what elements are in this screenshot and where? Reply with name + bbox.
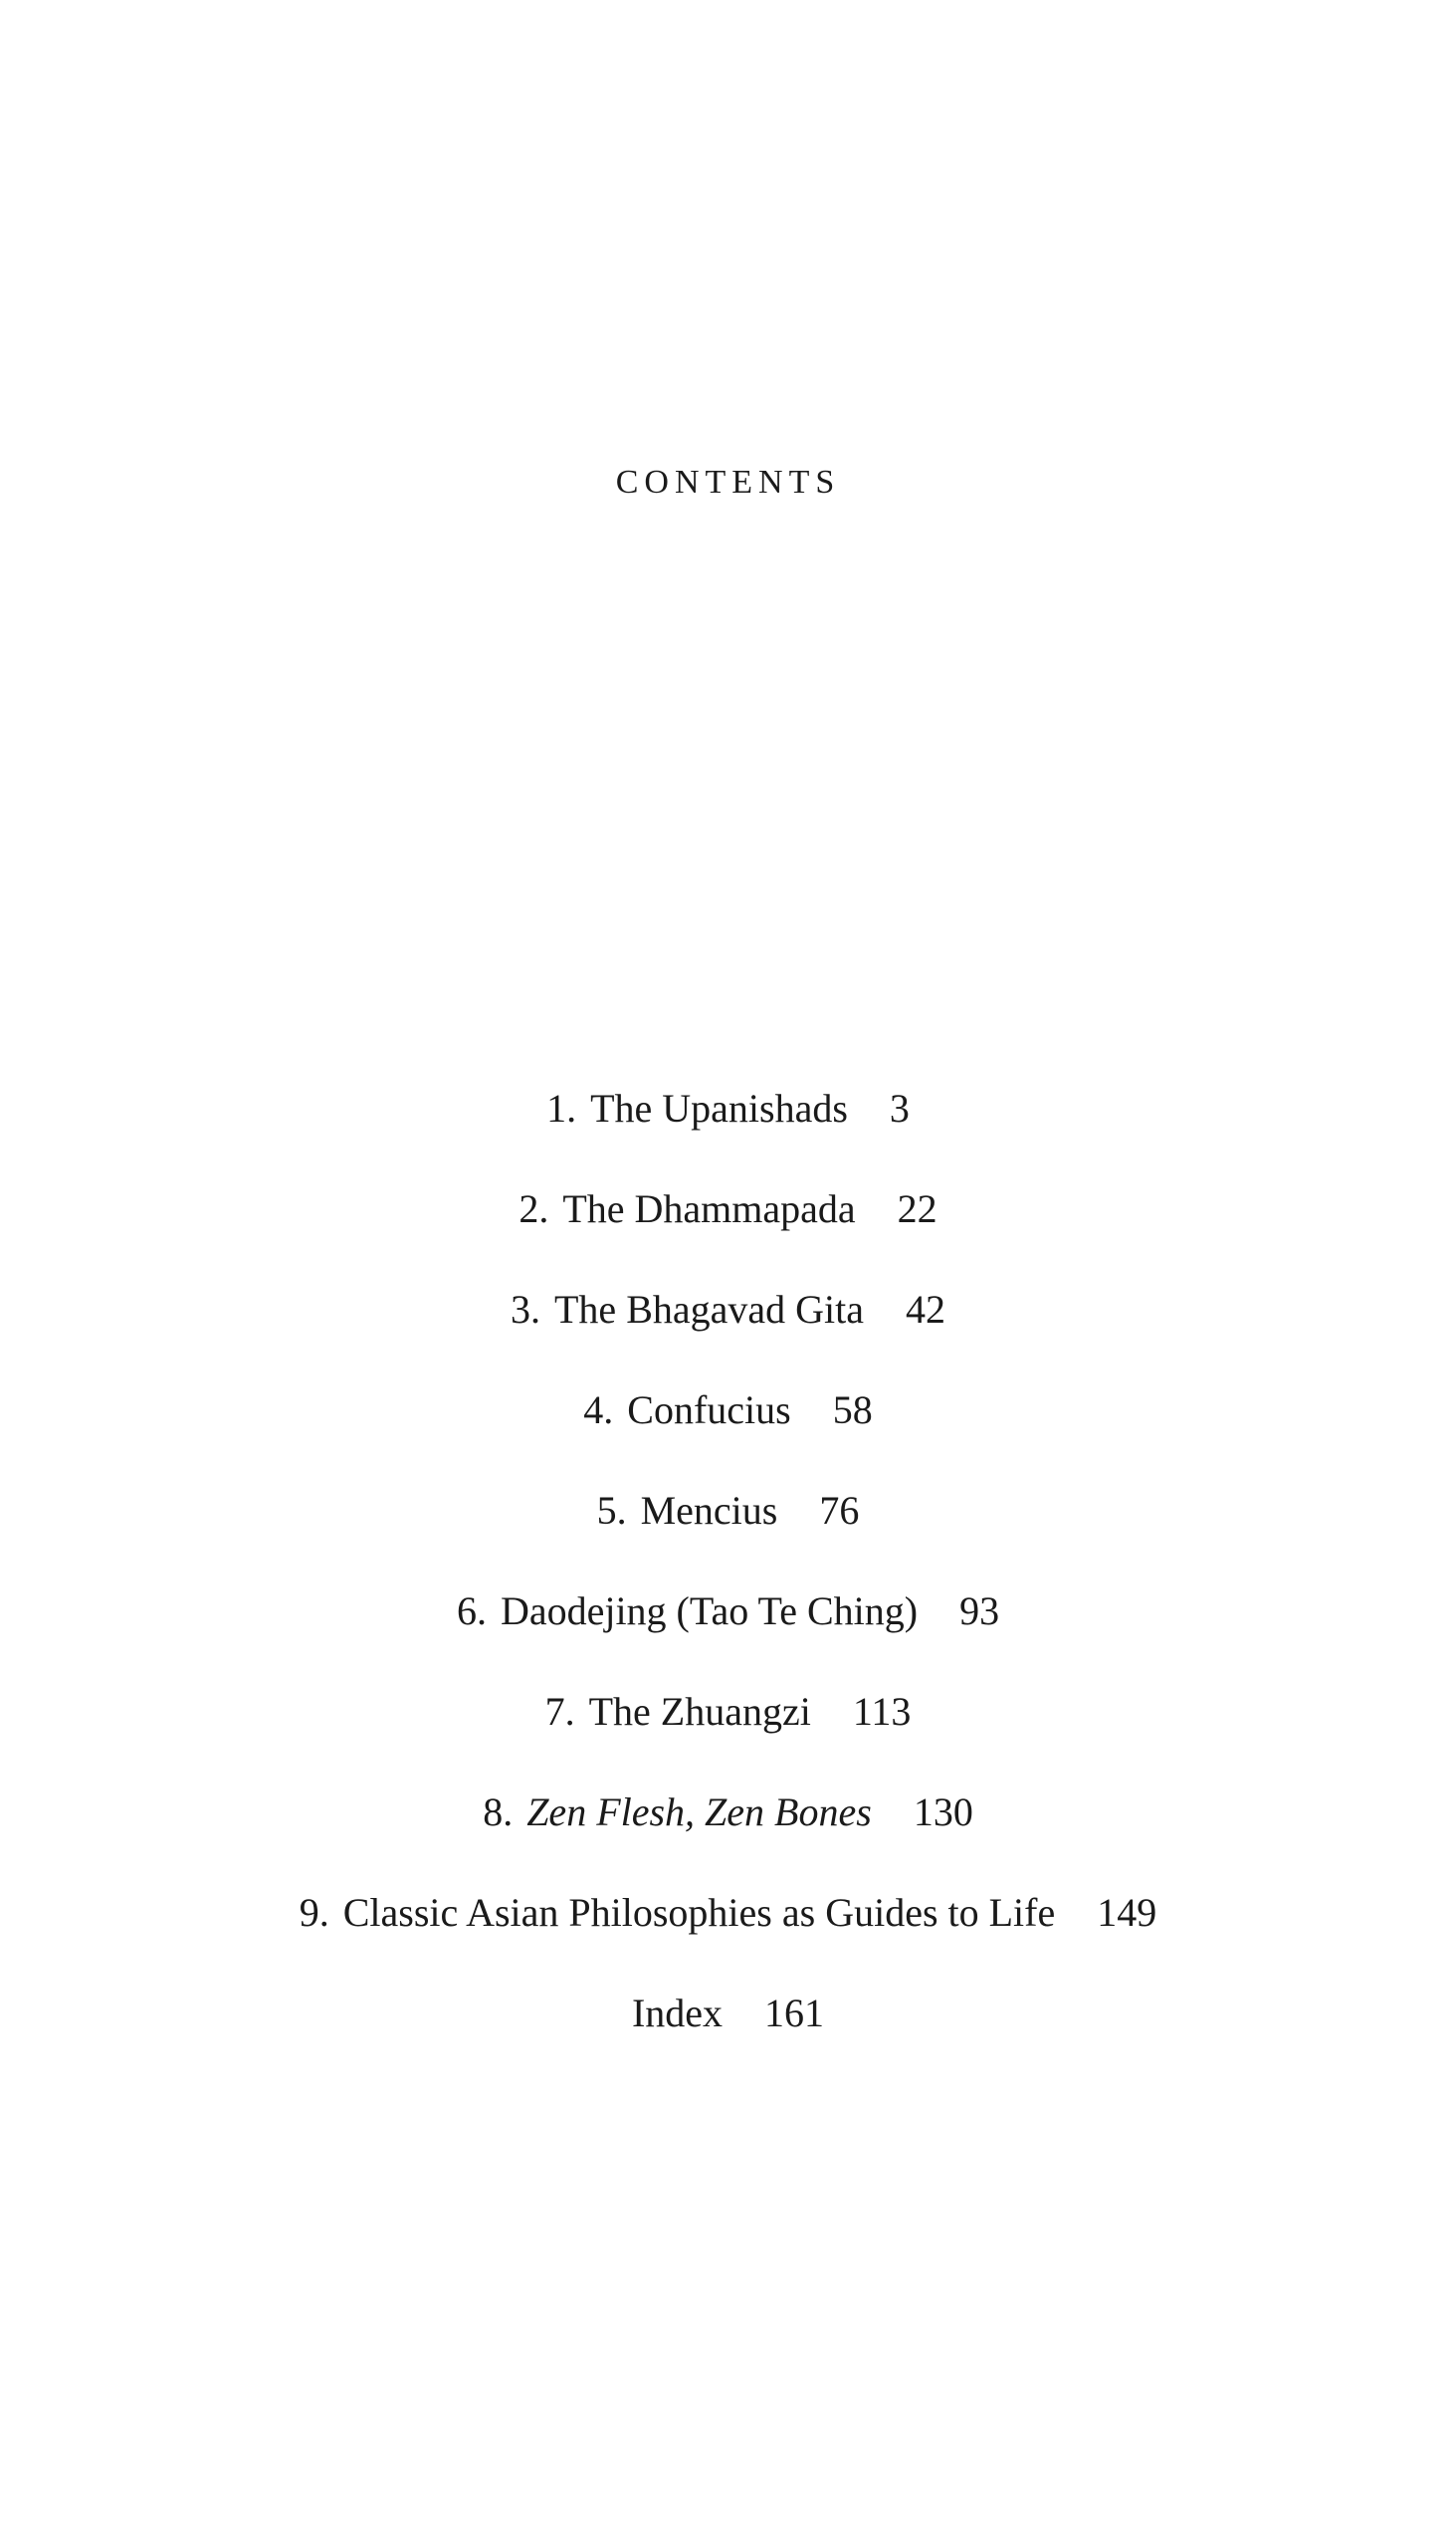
chapter-number: 3. <box>511 1287 540 1332</box>
chapter-title: Daodejing (Tao Te Ching) <box>500 1588 919 1633</box>
page-number: 161 <box>764 1991 825 2035</box>
chapter-number: 6. <box>456 1588 487 1633</box>
table-of-contents <box>0 1085 1456 2090</box>
toc-entry-7[interactable] <box>0 1688 1456 1788</box>
chapter-title: The Dhammapada <box>562 1186 856 1231</box>
toc-entry-2[interactable] <box>0 1185 1456 1286</box>
page-number: 93 <box>959 1588 1000 1633</box>
chapter-number: 8. <box>483 1789 514 1834</box>
page-number: 149 <box>1097 1890 1157 1935</box>
toc-entry-6[interactable] <box>0 1587 1456 1688</box>
toc-entry-5[interactable] <box>0 1487 1456 1587</box>
page-number: 113 <box>852 1689 912 1734</box>
chapter-title: The Bhagavad Gita <box>554 1287 864 1332</box>
page-number: 3 <box>889 1086 910 1131</box>
chapter-number: 2. <box>519 1186 549 1231</box>
chapter-number: 7. <box>544 1689 575 1734</box>
toc-entry-1[interactable] <box>0 1085 1456 1185</box>
chapter-title: Zen Flesh, Zen Bones <box>526 1789 872 1834</box>
chapter-title: The Zhuangzi <box>588 1689 811 1734</box>
chapter-title: Classic Asian Philosophies as Guides to Life <box>342 1890 1056 1935</box>
toc-entry-4[interactable] <box>0 1386 1456 1487</box>
page-number: 22 <box>897 1186 937 1231</box>
page-number: 42 <box>906 1287 945 1332</box>
toc-entry-index[interactable] <box>0 1990 1456 2090</box>
chapter-number: 4. <box>583 1387 614 1432</box>
chapter-title: Confucius <box>627 1387 791 1432</box>
chapter-number: 9. <box>299 1890 329 1935</box>
chapter-title: Mencius <box>640 1488 778 1533</box>
page-number: 58 <box>832 1387 873 1432</box>
chapter-number: 1. <box>546 1086 577 1131</box>
chapter-number: 5. <box>596 1488 627 1533</box>
page-number: 76 <box>819 1488 860 1533</box>
index-title: Index <box>631 1991 724 2035</box>
chapter-title: The Upanishads <box>590 1086 848 1131</box>
page-number: 130 <box>913 1789 973 1834</box>
toc-entry-8[interactable] <box>0 1788 1456 1889</box>
page-title: CONTENTS <box>615 463 841 501</box>
toc-entry-9[interactable] <box>0 1889 1456 1990</box>
toc-entry-3[interactable] <box>0 1286 1456 1386</box>
